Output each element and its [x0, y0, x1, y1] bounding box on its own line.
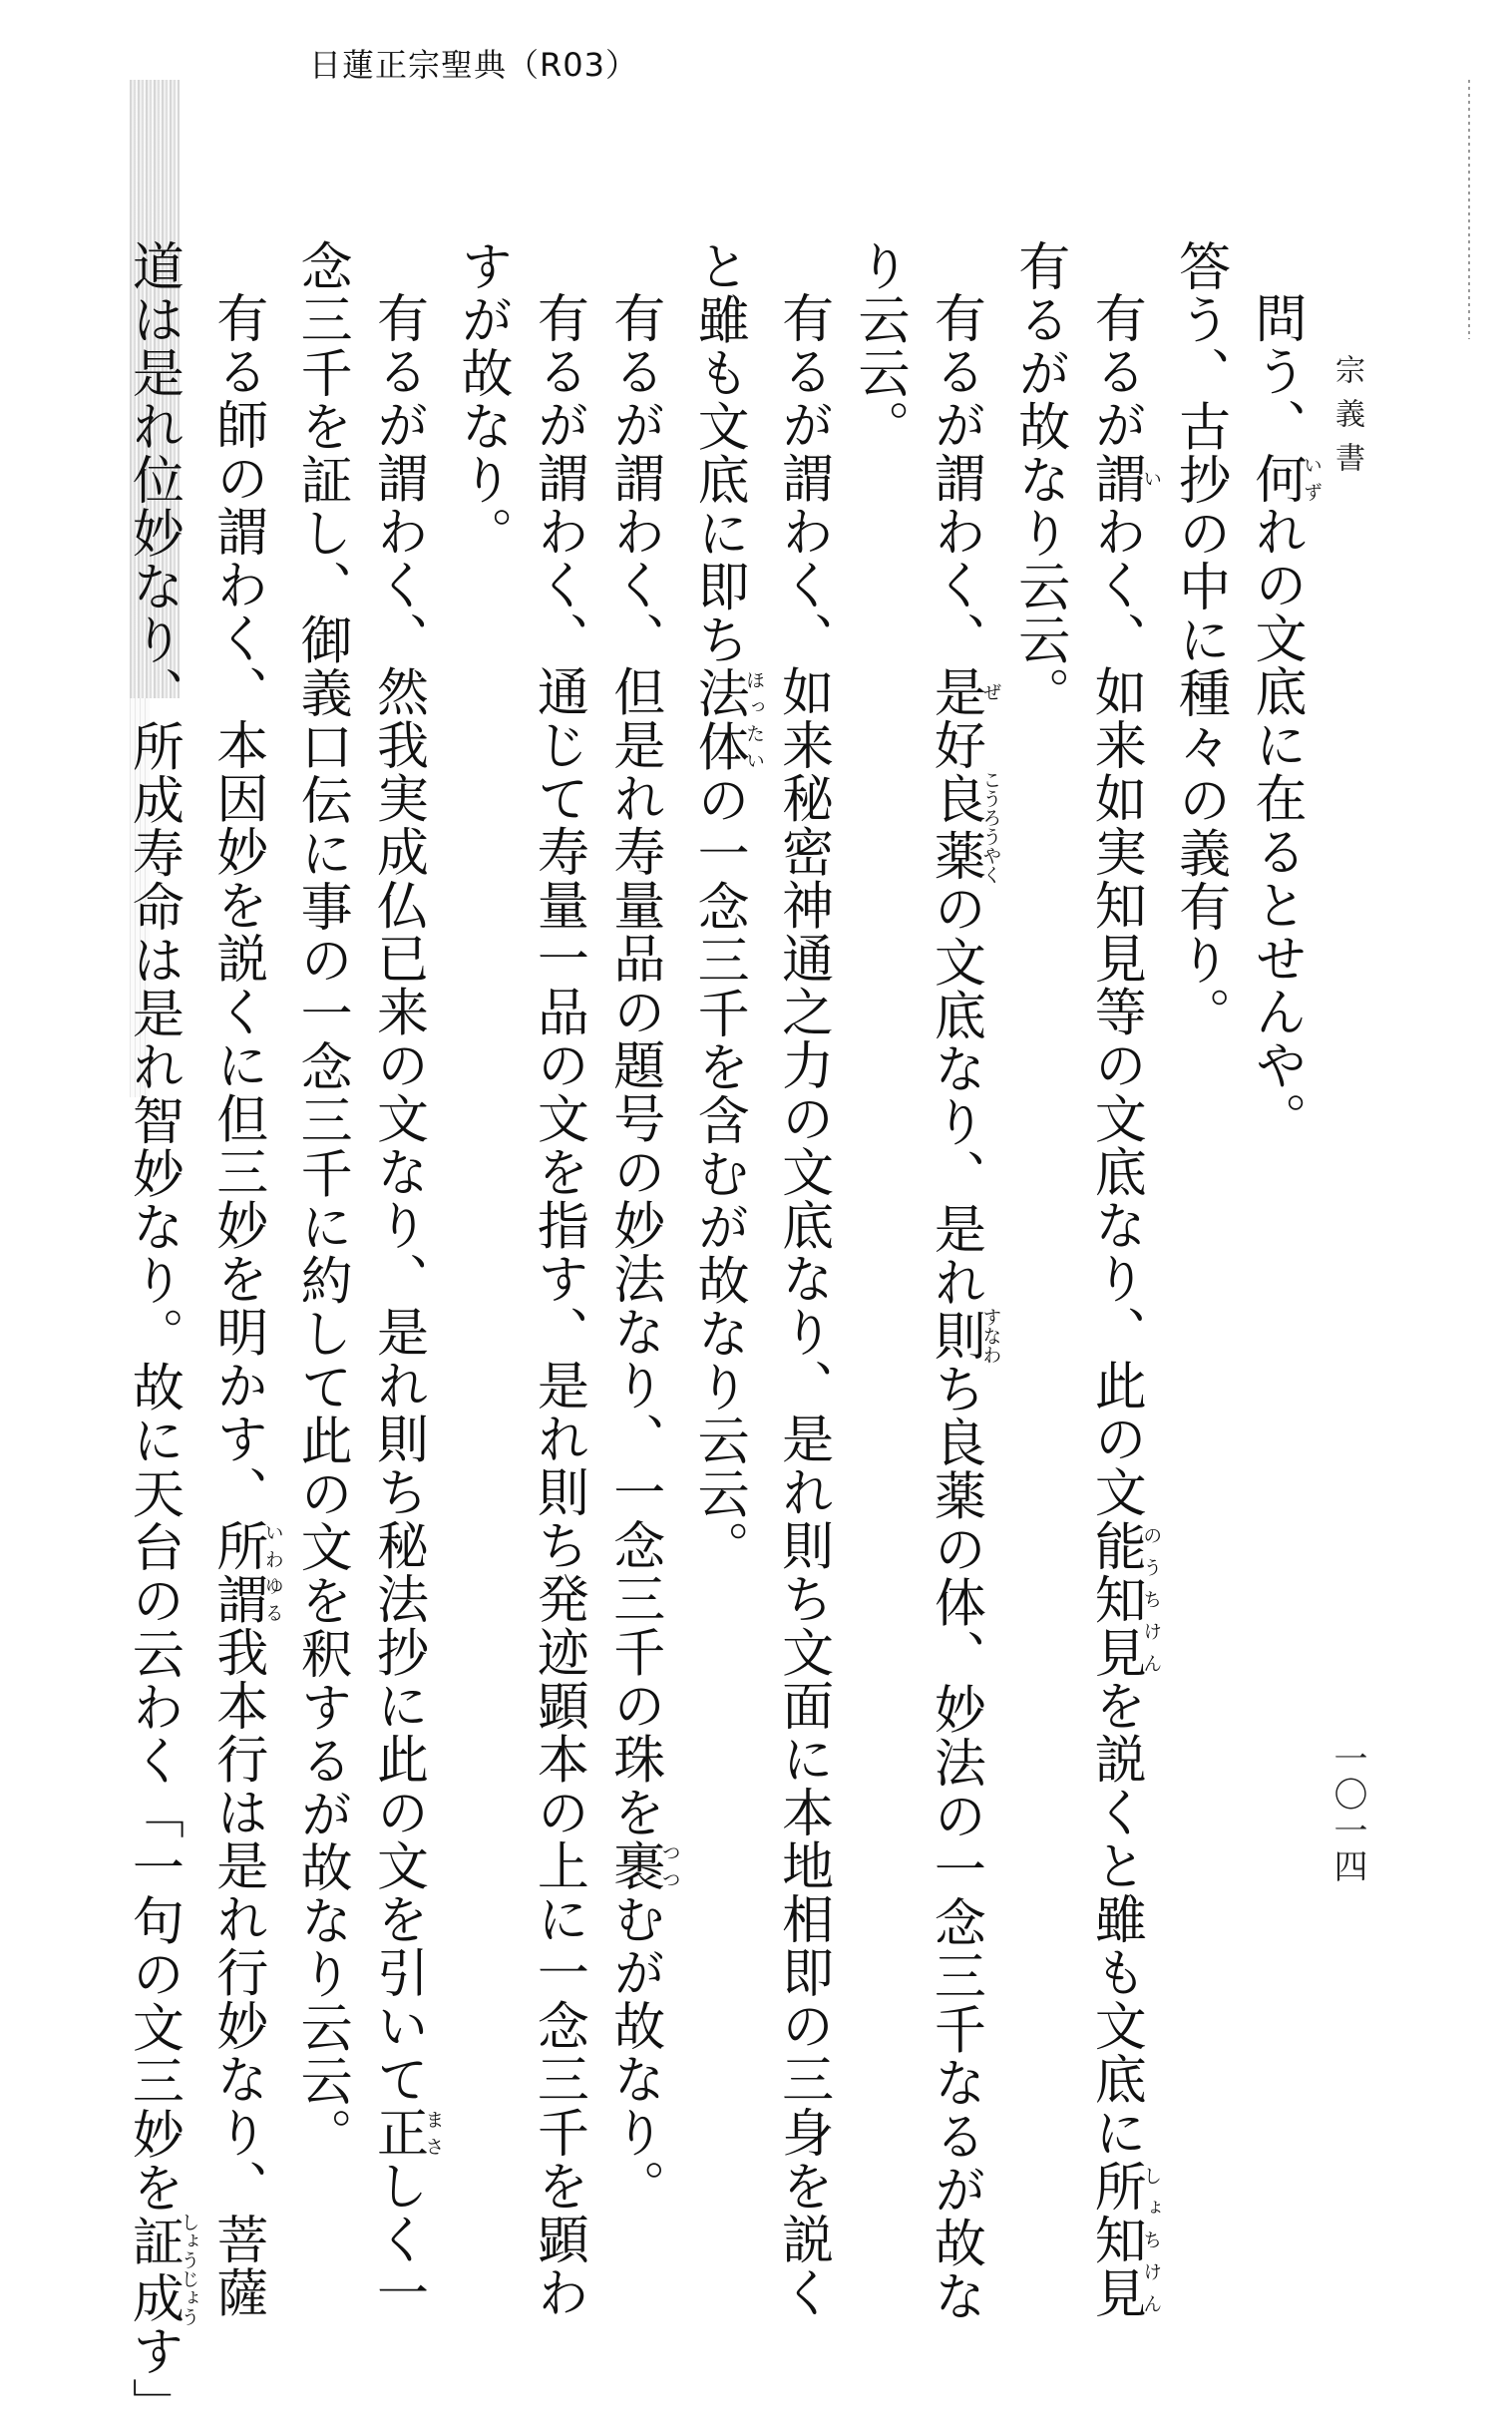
furigana: しょうじょう	[178, 2212, 200, 2326]
text-line: 問う、何いずれの文底に在るとせんや。	[1246, 291, 1323, 1145]
ruby-word: 証成しょうじょう	[123, 2212, 200, 2326]
text-line: 道は是れ位妙なり、所成寿命は是れ智妙なり。故に天台の云わく「一句の文三妙を証成しょうじょうす」	[123, 239, 200, 2431]
text-line: と雖も文底に即ち法体ほったいの一念三千を含むが故なり云云。	[688, 239, 766, 1574]
furigana: こうろうやく	[979, 769, 1002, 884]
text-line: り云云。	[848, 239, 909, 453]
ruby-word: 裹つつ	[603, 1838, 681, 1892]
furigana: ぜ	[979, 664, 1002, 718]
ruby-word: 良薬こうろうやく	[925, 769, 1002, 884]
furigana: いず	[1301, 451, 1323, 505]
ruby-word: 謂い	[1085, 451, 1163, 505]
ruby-word: 正まさ	[367, 2106, 445, 2160]
furigana: い	[1140, 451, 1163, 505]
document-header-title: 日蓮正宗聖典（R03）	[309, 46, 638, 84]
running-title: 宗義書	[1329, 354, 1364, 486]
text-line: すが故なり。	[451, 239, 512, 560]
text-line: 有るが故なり云云。	[1008, 239, 1069, 720]
furigana: まさ	[422, 2106, 445, 2160]
scan-mark-right	[1468, 80, 1470, 339]
body-text	[123, 239, 1323, 2431]
ruby-word: 所謂いわゆる	[206, 1518, 284, 1626]
furigana: しょちけん	[1140, 2159, 1163, 2319]
ruby-word: 所知見しょちけん	[1085, 2159, 1163, 2319]
furigana: のうちけん	[1140, 1518, 1163, 1679]
text-line: 答う、古抄の中に種々の義有り。	[1169, 239, 1230, 1040]
furigana: つつ	[658, 1838, 681, 1892]
text-line: 有るが謂わく、如来秘密神通之力の文底なり、是れ則ち文面に本地相即の三身を説く	[772, 291, 833, 2319]
ruby-word: 是ぜ	[925, 664, 1002, 718]
furigana: すなわ	[979, 1307, 1002, 1365]
text-line: 念三千を証し、御義口伝に事の一念三千に約して此の文を釈するが故なり云云。	[291, 239, 352, 2161]
ruby-word: 則すなわ	[925, 1307, 1002, 1365]
text-line: 有る師の謂わく、本因妙を説くに但三妙を明かす、所謂いわゆる我本行は是れ行妙なり、菩薩	[206, 291, 284, 2319]
text-line: 有るが謂わく、是ぜ好良薬こうろうやくの文底なり、是れ則すなわち良薬の体、妙法の一念三千なるが故な	[925, 291, 1002, 2323]
text-line: 有るが謂いわく、如来如実知見等の文底なり、此の文能知見のうちけんを説くと雖も文底に所知見しょちけん	[1085, 291, 1163, 2319]
page-number: 一〇一四	[1327, 1741, 1367, 1884]
text-line: 有るが謂わく、通じて寿量一品の文を指す、是れ則ち発迹顕本の上に一念三千を顕わ	[528, 291, 588, 2319]
ruby-word: 法体ほったい	[688, 666, 766, 773]
ruby-word: 何いず	[1246, 451, 1323, 505]
furigana: いわゆる	[261, 1518, 284, 1626]
text-line: 有るが謂わく、但是れ寿量品の題号の妙法なり、一念三千の珠を裹つつむが故なり。	[603, 291, 681, 2213]
furigana: ほったい	[743, 666, 766, 773]
text-line: 有るが謂わく、然我実成仏已来の文なり、是れ則ち秘法抄に此の文を引いて正まさしく一	[367, 291, 445, 2319]
ruby-word: 能知見のうちけん	[1085, 1518, 1163, 1679]
